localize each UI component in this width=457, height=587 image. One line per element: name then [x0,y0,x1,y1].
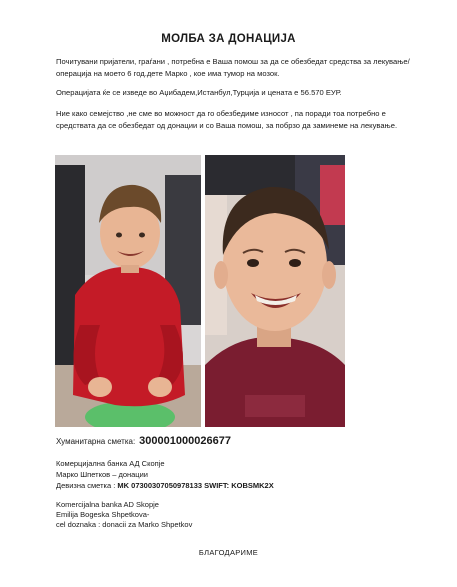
foreign-account-label: Девизна сметка : [56,481,118,490]
transfer-purpose: cel doznaka : donacii za Marko Shpetkov [56,520,193,529]
bank-name-mk: Комерцијална банка АД Скопје [56,459,165,468]
beneficiary-latin: Emilija Bogeska Shpetkova- [56,510,150,519]
beneficiary-mk: Марко Шпетков – донации [56,470,148,479]
foreign-account [56,481,274,491]
bank-name-latin: Komercijalna banka AD Skopje [56,500,159,509]
foreign-account-value: MK 07300307050978133 SWIFT: KOBSMK2X [117,481,274,490]
family-paragraph: Ние како семејство ,не сме во можност да го обезбедиме износот , па поради тоа потребно е средствата да се обезбедат од донации и со Ваша помош, за побрзо да заминеме на лекување. [56,109,398,130]
thanks-text: БЛАГОДАРИМЕ [198,548,259,557]
humanitarian-account [56,436,231,447]
account-number: 300001000026677 [139,435,231,447]
child-photo-left [55,155,201,427]
child-photo-right [205,155,345,427]
operation-paragraph: Операцијата ќе се изведе во Аџибадем,Истанбул,Турција и цената е 56.570 ЕУР. [56,88,342,97]
intro-paragraph: Почитувани пријатели, граѓани , потребна е Ваша помош за да се обезбедат средства за лекување/операција на моето 6 год.дете Марко , кое има тумор на мозок. [56,57,410,78]
page-title: МОЛБА ЗА ДОНАЦИЈА [161,33,296,45]
account-label: Хуманитарна сметка: [56,437,136,446]
